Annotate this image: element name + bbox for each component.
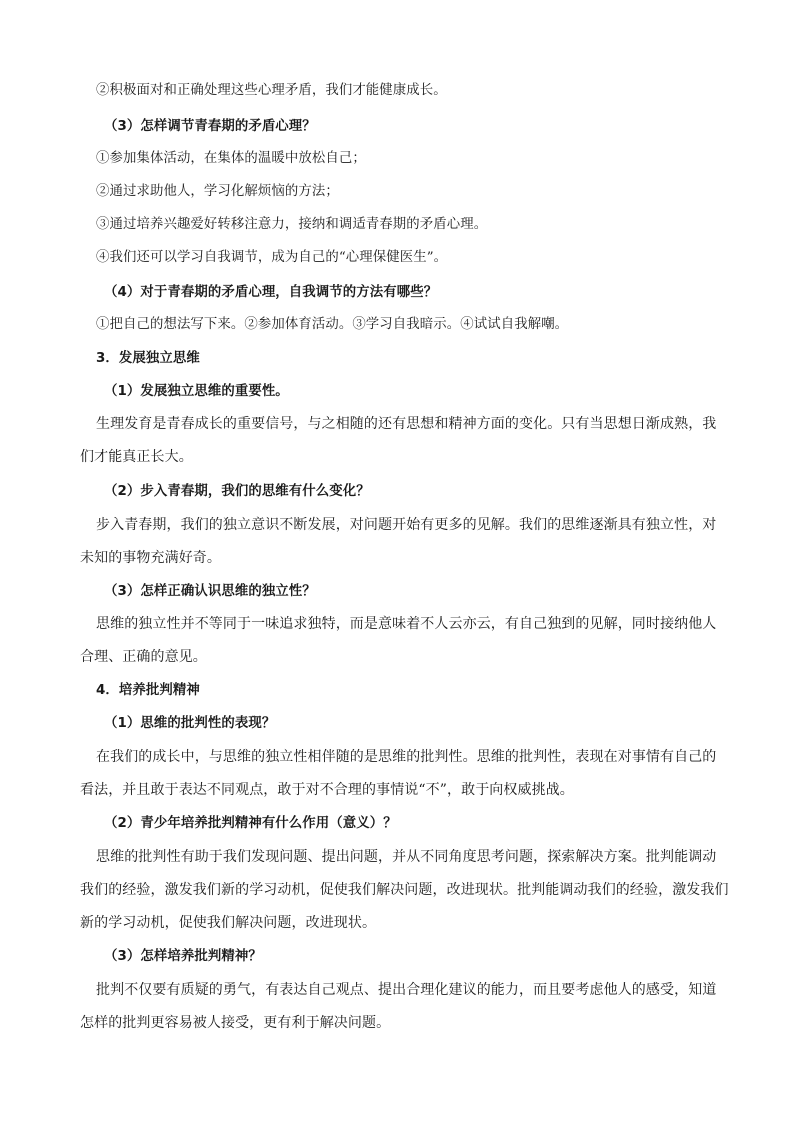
question-heading: （2）步入青春期，我们的思维有什么变化？ bbox=[104, 484, 370, 499]
question-heading: （3）怎样正确认识思维的独立性？ bbox=[104, 584, 316, 599]
text-line: ③通过培养兴趣爱好转移注意力，接纳和调适青春期的矛盾心理。 bbox=[96, 217, 488, 232]
text-line: 思维的独立性并不等同于一味追求独特，而是意味着不人云亦云，有自己独到的见解，同时接纳他人 bbox=[96, 616, 717, 632]
text-line: ④我们还可以学习自我调节，成为自己的“心理保健医生”。 bbox=[96, 250, 448, 265]
text-line: 思维的批判性有助于我们发现问题、提出问题，并从不同角度思考问题，探索解决方案。批判能调动 bbox=[96, 849, 717, 865]
text-line: 在我们的成长中，与思维的独立性相伴随的是思维的批判性。思维的批判性，表现在对事情有自己的 bbox=[96, 749, 717, 765]
question-heading: （4）对于青春期的矛盾心理，自我调节的方法有哪些？ bbox=[104, 285, 438, 300]
text-line: ①参加集体活动，在集体的温暖中放松自己； bbox=[96, 151, 366, 166]
question-heading: （3）怎样培养批判精神？ bbox=[104, 949, 262, 964]
text-line: 我们的经验，激发我们新的学习动机，促使我们解决问题，改进现状。批判能调动我们的经验，激发我们 bbox=[80, 882, 729, 898]
question-heading: （1）发展独立思维的重要性。 bbox=[104, 384, 289, 399]
text-line: 生理发育是青春成长的重要信号，与之相随的还有思想和精神方面的变化。只有当思想日渐成熟，我 bbox=[96, 416, 717, 432]
text-line: ②通过求助他人，学习化解烦恼的方法； bbox=[96, 184, 339, 199]
text-line: 合理、正确的意见。 bbox=[80, 649, 207, 665]
text-line: 步入青春期，我们的独立意识不断发展，对问题开始有更多的见解。我们的思维逐渐具有独立性，对 bbox=[96, 517, 717, 533]
text-line: ②积极面对和正确处理这些心理矛盾，我们才能健康成长。 bbox=[96, 83, 447, 98]
text-line: 新的学习动机，促使我们解决问题，改进现状。 bbox=[80, 915, 377, 931]
text-line: 未知的事物充满好奇。 bbox=[80, 550, 221, 566]
text-line: 看法，并且敢于表达不同观点，敢于对不合理的事情说“不”，敢于向权威挑战。 bbox=[80, 782, 574, 798]
text-line: 们才能真正长大。 bbox=[80, 449, 193, 465]
question-heading: （2）青少年培养批判精神有什么作用（意义）？ bbox=[104, 816, 397, 831]
text-line: ①把自己的想法写下来。②参加体育活动。③学习自我暗示。④试试自我解嘲。 bbox=[96, 317, 569, 332]
section-heading: 4．培养批判精神 bbox=[96, 683, 200, 698]
text-line: 怎样的批判更容易被人接受，更有利于解决问题。 bbox=[80, 1015, 391, 1031]
question-heading: （3）怎样调节青春期的矛盾心理？ bbox=[104, 119, 316, 134]
question-heading: （1）思维的批判性的表现？ bbox=[104, 716, 276, 731]
text-line: 批判不仅要有质疑的勇气，有表达自己观点、提出合理化建议的能力，而且要考虑他人的感受，知道 bbox=[96, 982, 717, 998]
section-heading: 3．发展独立思维 bbox=[96, 351, 200, 366]
